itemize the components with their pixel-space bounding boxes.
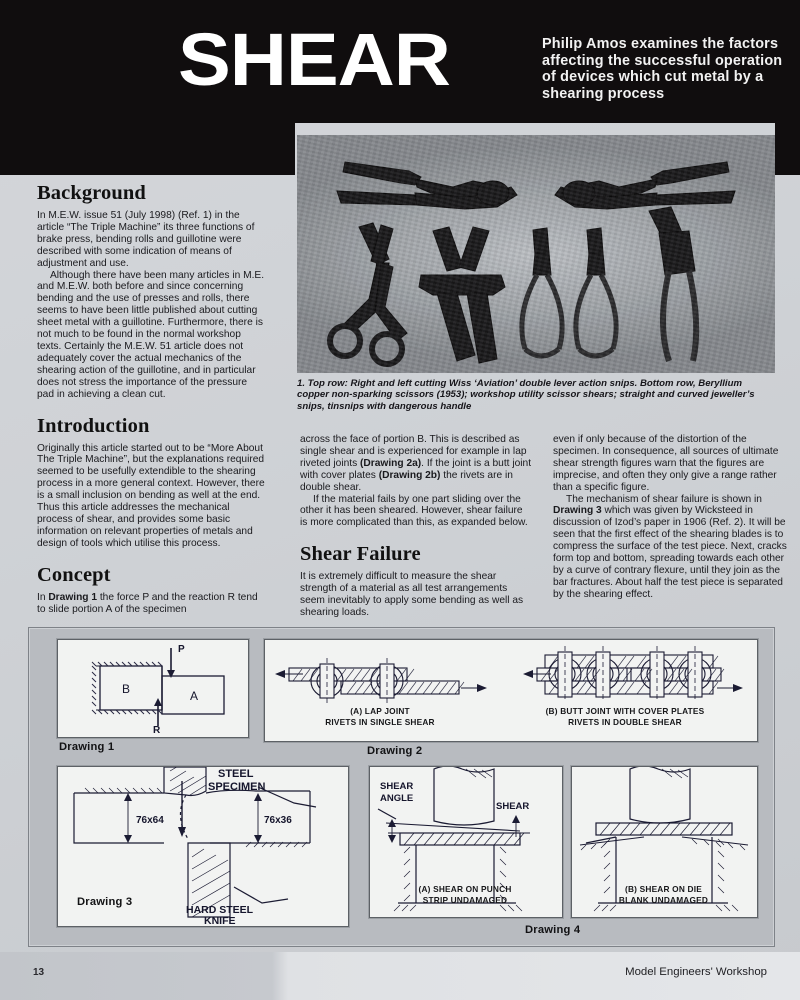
drawing-1-label-r: R [153, 725, 161, 735]
drawing-4b-box [571, 766, 758, 918]
drawing-3-steel-line2: SPECIMEN [208, 781, 266, 793]
col2-text-c: . If the joint is a butt joint with cover plates [300, 457, 532, 481]
drawing-3-dim-left: 76x64 [136, 815, 164, 826]
text-column-3 [553, 434, 788, 601]
drawing-4-label: Drawing 4 [525, 924, 581, 936]
photo-snips-and-shears [297, 135, 775, 373]
concept-drawing-ref: Drawing 1 [48, 591, 98, 603]
drawing-1-label-p: P [178, 644, 185, 655]
drawing-4a-caption-line2: STRIP UNDAMAGED [422, 895, 508, 905]
heading-background: Background [37, 182, 146, 204]
drawing-4b-caption-line2: BLANK UNDAMAGED [618, 895, 709, 905]
concept-text-c: the force P and the reaction R tend to slide portion A of the specimen [37, 591, 258, 615]
heading-shear-failure: Shear Failure [300, 543, 421, 566]
drawing-3-knife-line1: HARD STEEL [186, 904, 254, 916]
drawing-2b-caption-line2: RIVETS IN DOUBLE SHEAR [568, 717, 682, 727]
heading-concept: Concept [37, 563, 111, 586]
col3-text-c: which was given by Wicksteed in discussion of Izod’s paper in 1906 (Ref. 2). It will be seen that the first effect of the shearing blades is to compress the surface of the test piece. Next, cracks form top and bottom, spreading towards each other by a curve of contrary flexure, until they join as the bar fractures. About half the test piece is separated by the shearing effect. [553, 505, 787, 600]
concept-paragraph-1 [37, 592, 265, 616]
col3-paragraph-1: even if only because of the distortion of the specimen. In consequence, all sources of ultimate shear strength figures warn that the figures are imprecise, and often they only give a range rather than a specific figure. [553, 434, 779, 493]
drawing-4a-caption-line1: (A) SHEAR ON PUNCH [418, 884, 512, 894]
drawing-1-label: Drawing 1 [59, 741, 115, 753]
col2-text-e: the rivets are in double shear. [300, 469, 513, 493]
col3-paragraph-2 [553, 494, 788, 601]
drawings-panel [28, 627, 775, 947]
text-column-2 [300, 434, 532, 619]
drawing-1-box [57, 639, 249, 738]
drawing-2a-caption-line2: RIVETS IN SINGLE SHEAR [325, 717, 435, 727]
concept-text-a: In [37, 591, 49, 603]
heading-introduction: Introduction [37, 414, 150, 437]
drawing-2-box [264, 639, 758, 742]
drawing-1-label-a: A [189, 689, 199, 703]
drawing-3-steel-line1: STEEL [218, 768, 254, 780]
col3-text-a: The mechanism of shear failure is shown in [566, 493, 762, 505]
introduction-paragraph-1: Originally this article started out to be “More About The Triple Machine”, but the explanations required seemed to be usefully extendible to the shearing process in a more general context. However, there is a small inclusion on bending as well at the end. Thus this article addresses the mechanical process of shear, and provides some basic information on relevant properties of metals and design of tools which utilise this process. [37, 442, 265, 549]
photo-grain [297, 135, 775, 373]
col2-text-a: across the face of portion B. This is described as single shear and is experienced for example in lap riveted joints [300, 434, 527, 469]
standfirst: Philip Amos examines the factors affecting the successful operation of devices which cut metal by a shearing process [542, 36, 783, 102]
col2-paragraph-1 [300, 434, 532, 494]
magazine-name: Model Engineers' Workshop [625, 966, 767, 978]
drawing-4a-box [369, 766, 563, 918]
col2-drawing-ref-2b: (Drawing 2b) [378, 469, 441, 481]
col3-drawing-ref-3: Drawing 3 [553, 505, 602, 517]
background-paragraph-2: Although there have been many articles in M.E. and M.E.W. both before and since concerning bending and the use of presses and rolls, there seems to have been little published about cutting sheet metal with a guillotine. Furthermore, there is not much to be found in the normal workshop texts. Certainly the M.E.W. 51 article does not adequately cover the actual mechanics of the shearing action of the guillotine, and in particular does not stress the importance of the pressure pad in achieving a clean cut. [37, 269, 265, 400]
page-title: SHEAR [178, 18, 450, 101]
drawing-1-label-b: B [121, 682, 131, 696]
drawing-4a-shear-angle-line1: SHEAR [380, 781, 414, 792]
photo-caption: 1. Top row: Right and left cutting Wiss ‘Aviation’ double lever action snips. Bottom row, Beryllium copper non-sparking scissors (1953); workshop utility scissor shears; straight and curved jeweller’s snips, tinsnips with dangerous handle [297, 378, 755, 412]
page-number: 13 [33, 967, 45, 978]
drawing-4a-shear-angle-line2: ANGLE [380, 793, 414, 804]
drawing-3-dim-right: 76x36 [264, 815, 292, 826]
col2-drawing-ref-2a: (Drawing 2a) [360, 457, 422, 469]
drawing-2b-caption-line1: (B) BUTT JOINT WITH COVER PLATES [545, 706, 705, 716]
drawing-4a-shear-label: SHEAR [496, 801, 530, 812]
drawing-4b-caption-line1: (B) SHEAR ON DIE [625, 884, 702, 894]
col2-paragraph-3: It is extremely difficult to measure the shear strength of a material as all test arrangements seem inevitably to apply some bending as well as shearing loads. [300, 571, 524, 618]
masthead-band-lower-right [775, 123, 800, 175]
drawing-3-label: Drawing 3 [77, 896, 133, 908]
background-paragraph-1: In M.E.W. issue 51 (July 1998) (Ref. 1) in the article “The Triple Machine” its three functions of brake press, bending rolls and guillotine were described with some indication of means of adjustment and use. [37, 210, 255, 269]
text-column-1 [37, 182, 265, 615]
masthead-band-lower-left [0, 123, 295, 175]
drawing-2-label: Drawing 2 [367, 745, 423, 757]
col2-paragraph-2: If the material fails by one part sliding over the other it has been sheared. However, shear failure is more complicated than this, as expanded below. [300, 493, 528, 529]
drawing-1-figure [58, 640, 246, 735]
drawing-2a-caption-line1: (A) LAP JOINT [350, 706, 410, 716]
drawing-3-knife-line2: KNIFE [204, 915, 236, 924]
